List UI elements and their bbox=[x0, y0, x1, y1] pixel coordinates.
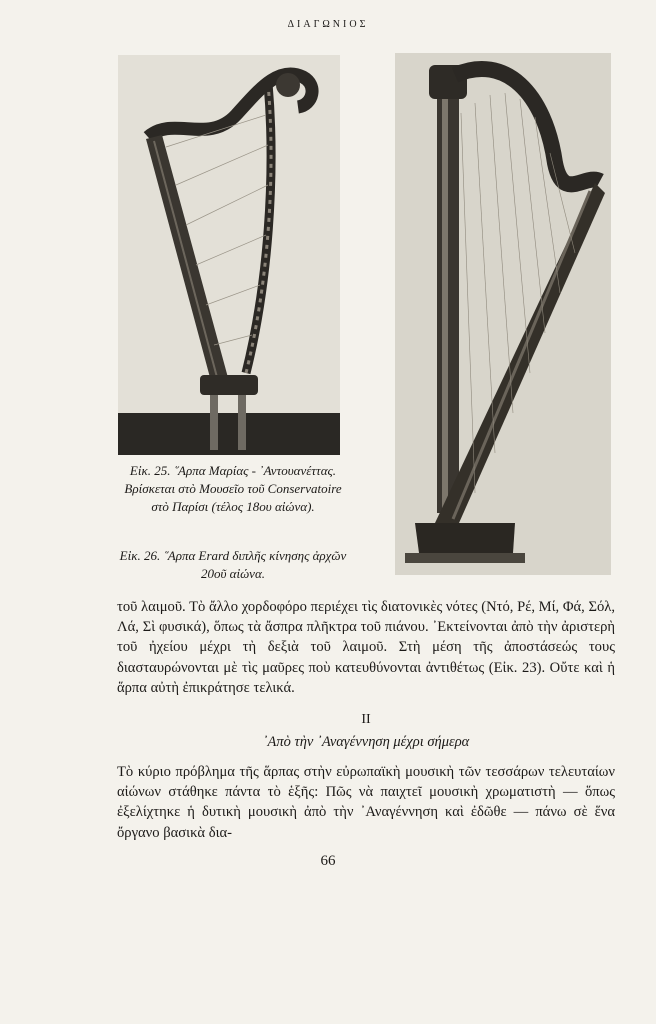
paragraph-2: Τὸ κύριο πρόβλημα τῆς ἅρπας στὴν εὐρωπαϊκὴ μουσικὴ τῶν τεσσάρων τελευταίων αἰώνων στάθηκε πάντα τὸ ἑξῆς: Πῶς νὰ παιχτεῖ μουσικὴ χρωματιστὴ — ὅπως ἐξελίχτηκε ἡ δυτικὴ μουσικὴ ἀπὸ τὴν ᾿Αναγέννηση καὶ ἐδῶθε — πάνω σὲ ἕνα ὄργανο βασικὰ δια- bbox=[117, 764, 615, 841]
section-number: II bbox=[361, 712, 371, 727]
page-number: 66 bbox=[320, 853, 336, 869]
paragraph-1: τοῦ λαιμοῦ. Τὸ ἄλλο χορδοφόρο περιέχει τὶς διατονικὲς νότες (Ντό, Ρέ, Μί, Φά, Σόλ, Λά, Σὶ φυσικά), ὅπως τὰ ἄσπρα πλῆκτρα τοῦ πιάνου. ᾿Εκτείνονται ἀπὸ τὴν ἀριστερὴ τοῦ ἠχείου μέχρι τὴ δεξιὰ τοῦ λαιμοῦ. Στὴ μέση τῆς ἀποστάσεώς τους διασταυρώνονται μὲ τὶς μαῦρες ποὺ κατευθύνονται ἀντιθέτως (Εἰκ. 23). Οὔτε καὶ ἡ ἅρπα αὐτὴ ἐπικράτησε τελικά. bbox=[117, 599, 615, 696]
figure-25-caption: Εἰκ. 25. ῞Αρπα Μαρίας - ᾿Αντουανέττας. Βρίσκεται στὸ Μουσεῖο τοῦ Conservatoire στὸ Παρίσι (τέλος 18ου αἰώνα). bbox=[124, 463, 342, 514]
running-head: ΔΙΑΓΩΝΙΟΣ bbox=[287, 19, 369, 30]
figure-26-harp-photo bbox=[395, 53, 611, 575]
figure-26-caption: Εἰκ. 26. ῞Αρπα Erard διπλῆς κίνησης ἀρχῶν 20οῦ αἰώνα. bbox=[119, 548, 347, 581]
figure-25-harp-photo bbox=[118, 55, 340, 455]
section-title: ᾿Απὸ τὴν ᾿Αναγέννηση μέχρι σήμερα bbox=[262, 734, 470, 750]
harp-illustration-left bbox=[118, 55, 340, 455]
harp-illustration-right bbox=[395, 53, 611, 575]
